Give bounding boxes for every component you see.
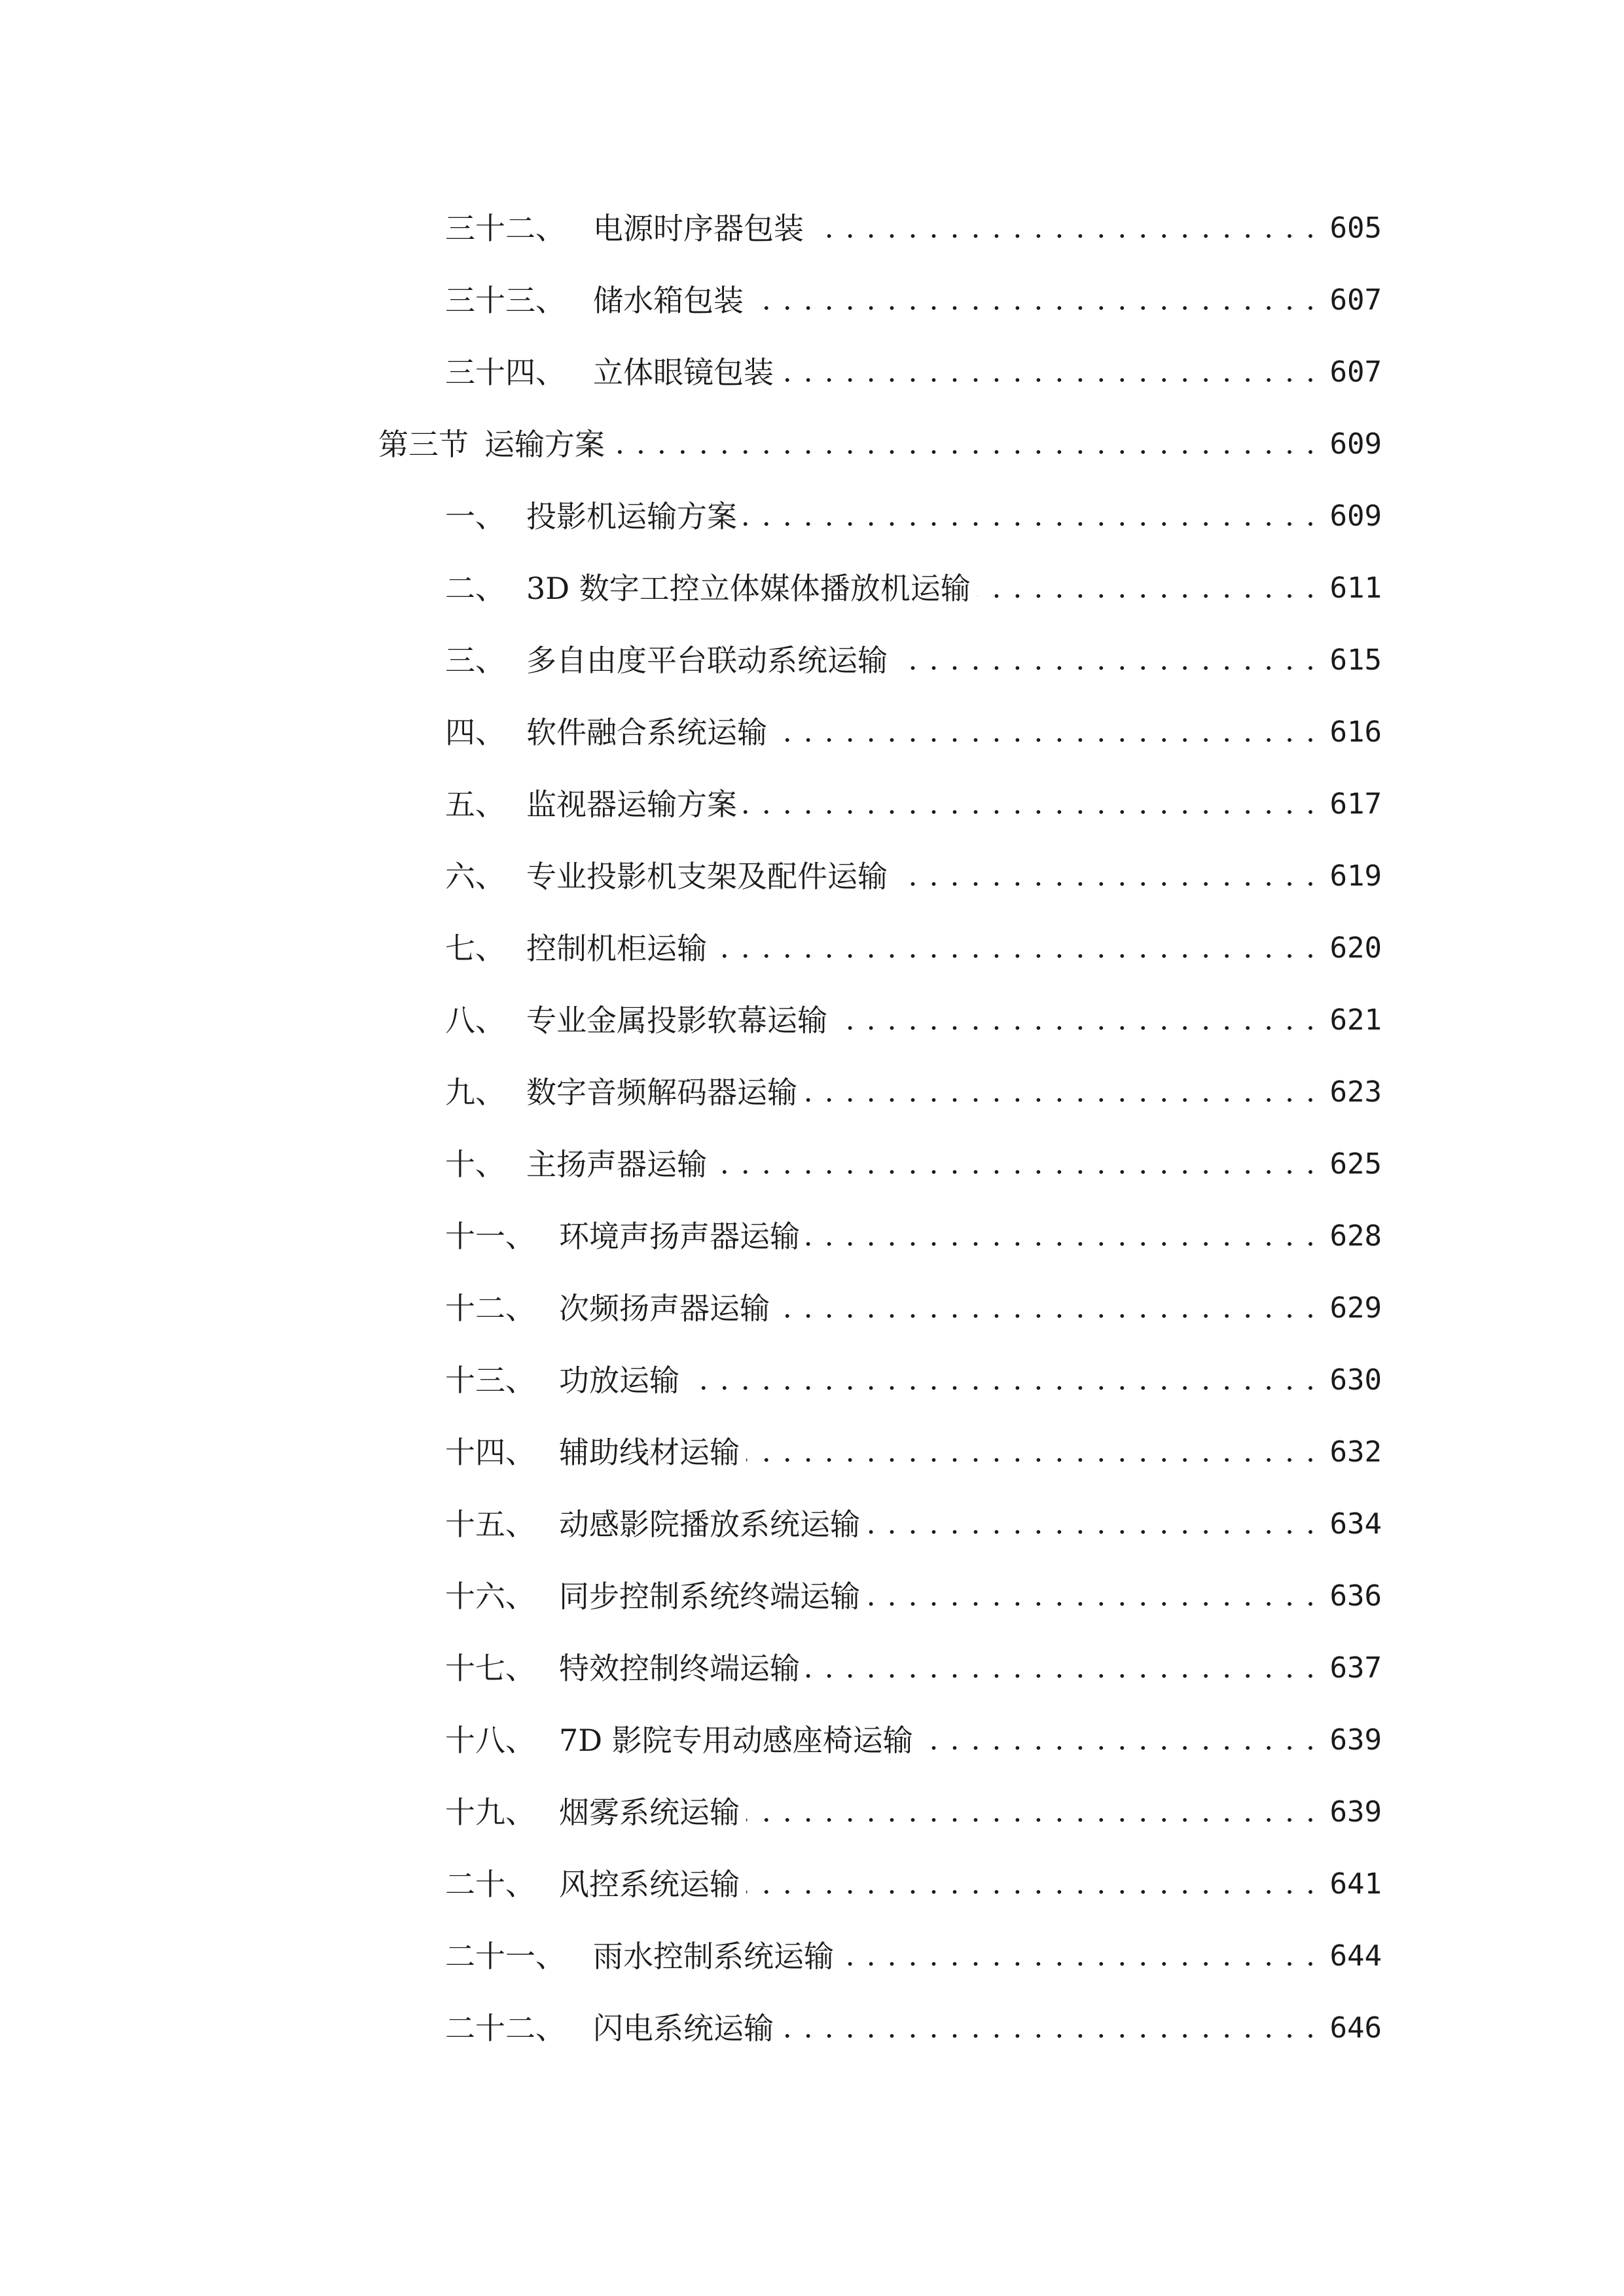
toc-entry-title: 投影机运输方案	[526, 499, 737, 534]
toc-entry-title: 多自由度平台联动系统运输	[526, 643, 888, 678]
toc-entry-number: 六、	[445, 859, 505, 894]
toc-entry[interactable]	[445, 1930, 1382, 1982]
toc-entry-page: 616	[1329, 715, 1382, 749]
toc-dot-leader	[780, 2002, 1316, 2054]
toc-entry-title: 环境声扬声器运输	[559, 1219, 800, 1254]
toc-entry-title: 功放运输	[559, 1363, 679, 1398]
toc-entry-title: 专业投影机支架及配件运输	[526, 859, 888, 894]
toc-dot-leader	[810, 202, 1316, 255]
toc-entry-title: 次频扬声器运输	[559, 1291, 770, 1326]
toc-entry-number: 三十三、	[445, 283, 566, 318]
toc-entry-page: 641	[1329, 1867, 1382, 1901]
toc-entry[interactable]	[445, 850, 1382, 903]
toc-entry-page: 615	[1329, 643, 1382, 677]
toc-entry-page: 617	[1329, 787, 1382, 821]
toc-entry-page: 619	[1329, 859, 1382, 893]
toc-entry-page: 644	[1329, 1939, 1382, 1973]
toc-entry-page: 609	[1329, 499, 1382, 533]
toc-dot-leader	[920, 1714, 1316, 1767]
toc-dot-leader	[894, 634, 1316, 687]
toc-entry-page: 620	[1329, 931, 1382, 965]
toc-section-title: 运输方案	[484, 427, 605, 462]
toc-dot-leader	[686, 1354, 1316, 1407]
toc-entry-title: 数字音频解码器运输	[526, 1075, 797, 1110]
toc-dot-leader	[744, 778, 1316, 831]
toc-entry-number: 九、	[445, 1075, 505, 1110]
toc-entry[interactable]	[445, 1786, 1382, 1839]
toc-section-number: 第三节	[378, 427, 469, 462]
toc-entry-number: 十三、	[445, 1363, 535, 1398]
toc-section-entry[interactable]	[378, 418, 1382, 471]
toc-entry-number: 七、	[445, 931, 505, 966]
toc-entry-number: 三十四、	[445, 355, 566, 390]
toc-entry[interactable]	[445, 778, 1382, 831]
toc-dot-leader	[713, 922, 1316, 975]
toc-entry[interactable]	[445, 994, 1382, 1047]
toc-entry[interactable]	[445, 1138, 1382, 1191]
toc-dot-leader	[776, 1282, 1316, 1335]
toc-entry-page: 634	[1329, 1507, 1382, 1541]
toc-entry[interactable]	[445, 922, 1382, 975]
toc-entry-number: 四、	[445, 715, 505, 750]
toc-entry-number: 十五、	[445, 1507, 535, 1542]
toc-entry[interactable]	[445, 1570, 1382, 1623]
toc-dot-leader	[746, 1786, 1316, 1839]
toc-entry-title: 立体眼镜包装	[593, 355, 774, 390]
toc-entry[interactable]	[445, 562, 1382, 615]
toc-entry-page: 607	[1329, 355, 1382, 389]
toc-entry-title: 雨水控制系统运输	[593, 1939, 834, 1974]
toc-entry-page: 632	[1329, 1435, 1382, 1469]
toc-entry-title: 7D 影院专用动感座椅运输	[559, 1723, 913, 1758]
toc-dot-leader	[750, 274, 1316, 327]
toc-entry-title: 风控系统运输	[559, 1867, 740, 1902]
toc-entry-title: 3D 数字工控立体媒体播放机运输	[526, 571, 971, 606]
toc-entry-page: 646	[1329, 2011, 1382, 2045]
toc-entry-number: 十二、	[445, 1291, 535, 1326]
toc-dot-leader	[746, 1426, 1316, 1479]
toc-entry-page: 629	[1329, 1291, 1382, 1325]
toc-entry-page: 621	[1329, 1003, 1382, 1037]
toc-entry-number: 二十、	[445, 1867, 535, 1902]
toc-entry-number: 八、	[445, 1003, 505, 1038]
toc-entry-page: 623	[1329, 1075, 1382, 1109]
toc-dot-leader	[867, 1570, 1316, 1623]
toc-dot-leader	[804, 1066, 1316, 1119]
toc-entry-title: 主扬声器运输	[526, 1147, 707, 1182]
toc-entry-number: 十七、	[445, 1651, 535, 1686]
toc-entry-number: 十一、	[445, 1219, 535, 1254]
toc-dot-leader	[894, 850, 1316, 903]
toc-entry-number: 二十二、	[445, 2011, 566, 2046]
toc-entry-number: 十九、	[445, 1795, 535, 1830]
toc-entry[interactable]	[445, 1066, 1382, 1119]
toc-dot-leader	[611, 418, 1316, 471]
toc-entry-title: 辅助线材运输	[559, 1435, 740, 1470]
toc-dot-leader	[744, 490, 1316, 543]
toc-entry-title: 动感影院播放系统运输	[559, 1507, 860, 1542]
toc-entry-page: 639	[1329, 1795, 1382, 1829]
toc-entry[interactable]	[445, 1858, 1382, 1910]
toc-entry-number: 三十二、	[445, 211, 566, 246]
toc-entry-title: 控制机柜运输	[526, 931, 707, 966]
toc-entry-page: 630	[1329, 1363, 1382, 1397]
toc-entry-page: 636	[1329, 1579, 1382, 1613]
toc-entry-title: 软件融合系统运输	[526, 715, 767, 750]
toc-entry-title: 电源时序器包装	[593, 211, 804, 246]
toc-entry-page: 607	[1329, 283, 1382, 317]
toc-entry-page: 609	[1329, 427, 1382, 461]
toc-entry-number: 十、	[445, 1147, 505, 1182]
toc-entry[interactable]	[445, 2002, 1382, 2054]
toc-entry-number: 二、	[445, 571, 505, 606]
toc-entry-title: 专业金属投影软幕运输	[526, 1003, 827, 1038]
toc-entry[interactable]	[445, 1714, 1382, 1767]
toc-dot-leader	[867, 1498, 1316, 1551]
toc-entry-number: 三、	[445, 643, 505, 678]
toc-entry-title: 特效控制终端运输	[559, 1651, 800, 1686]
toc-entry-title: 闪电系统运输	[593, 2011, 774, 2046]
toc-dot-leader	[840, 1930, 1316, 1982]
toc-entry-title: 监视器运输方案	[526, 787, 737, 822]
toc-entry[interactable]	[445, 346, 1382, 399]
toc-entry-title: 烟雾系统运输	[559, 1795, 740, 1830]
toc-dot-leader	[977, 562, 1316, 615]
toc-entry-number: 十六、	[445, 1579, 535, 1614]
toc-entry[interactable]	[445, 1210, 1382, 1263]
toc-entry[interactable]	[445, 1282, 1382, 1335]
toc-entry-title: 储水箱包装	[593, 283, 744, 318]
toc-entry[interactable]	[445, 1642, 1382, 1695]
toc-entry[interactable]	[445, 706, 1382, 759]
toc-entry-number: 十四、	[445, 1435, 535, 1470]
toc-dot-leader	[780, 346, 1316, 399]
toc-entry-page: 605	[1329, 211, 1382, 245]
toc-dot-leader	[834, 994, 1316, 1047]
toc-entry[interactable]	[445, 202, 1382, 255]
toc-entry-number: 十八、	[445, 1723, 535, 1758]
toc-dot-leader	[774, 706, 1316, 759]
toc-entry-title: 同步控制系统终端运输	[559, 1579, 860, 1614]
toc-entry[interactable]	[445, 1498, 1382, 1551]
toc-dot-leader	[806, 1210, 1316, 1263]
toc-entry-page: 637	[1329, 1651, 1382, 1685]
toc-entry[interactable]	[445, 1354, 1382, 1407]
toc-entry[interactable]	[445, 634, 1382, 687]
toc-entry-page: 639	[1329, 1723, 1382, 1757]
toc-entry[interactable]	[445, 274, 1382, 327]
toc-dot-leader	[806, 1642, 1316, 1695]
toc-entry-page: 628	[1329, 1219, 1382, 1253]
toc-entry[interactable]	[445, 1426, 1382, 1479]
toc-dot-leader	[713, 1138, 1316, 1191]
toc-entry-number: 一、	[445, 499, 505, 534]
toc-entry[interactable]	[445, 490, 1382, 543]
toc-entry-number: 五、	[445, 787, 505, 822]
toc-entry-number: 二十一、	[445, 1939, 566, 1974]
toc-dot-leader	[746, 1858, 1316, 1910]
toc-entry-page: 611	[1329, 571, 1382, 605]
toc-entry-page: 625	[1329, 1147, 1382, 1181]
